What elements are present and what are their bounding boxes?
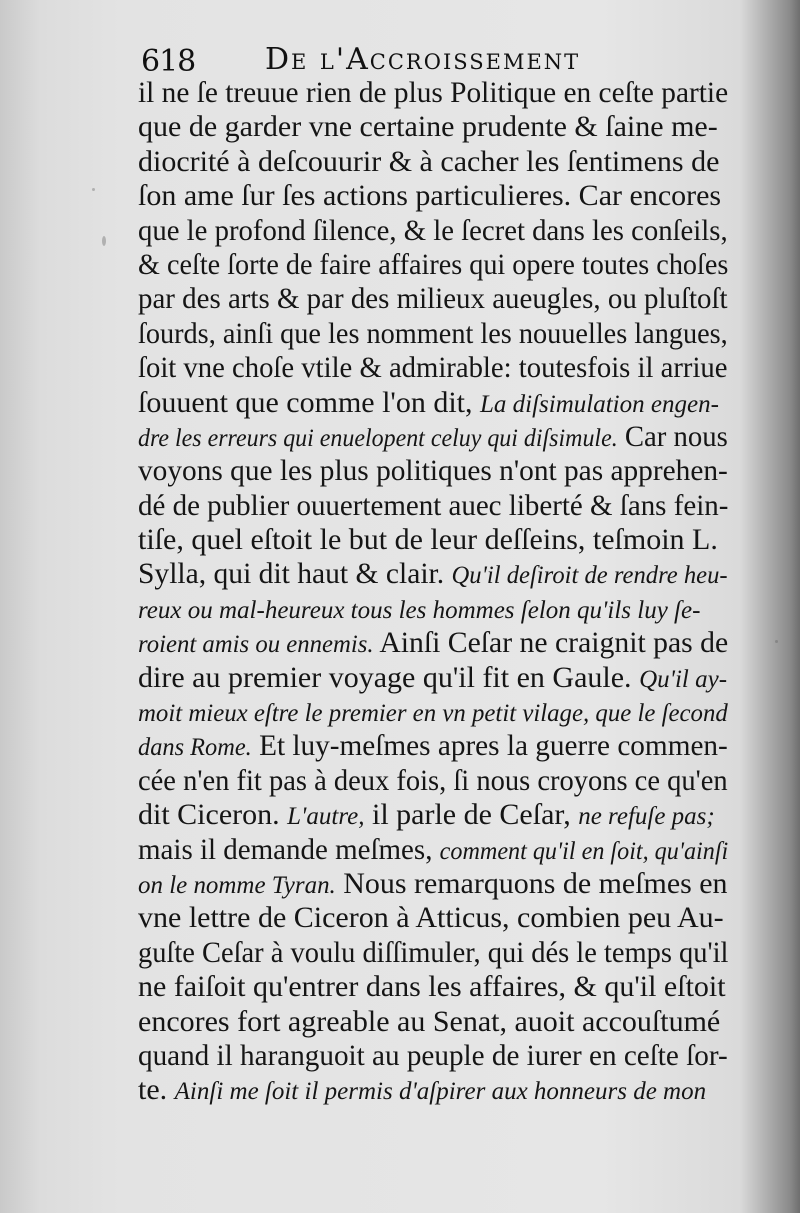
italic-text: comment qu'il en ſoit, qu'ainſi [439, 837, 729, 865]
text-line [138, 488, 729, 523]
roman-text: ſouuent que comme l'on dit, [138, 385, 481, 419]
italic-text: reux ou mal-heureux tous les hommes ſelon qu'ils luy ſe- [138, 596, 701, 624]
roman-text: & ceſte ſorte de faire affaires qui opere toutes choſes [138, 247, 729, 281]
page-number: 618 [141, 44, 196, 79]
text-line [138, 247, 729, 282]
running-title: De l'Accroissement [265, 42, 581, 77]
text-line [138, 661, 728, 695]
roman-text: Ainſi Ceſar ne craignit pas de [373, 626, 729, 660]
roman-text: Car nous [617, 419, 728, 453]
text-line [138, 454, 728, 488]
text-line [138, 386, 728, 420]
roman-text: mais il demande meſmes, [138, 832, 440, 866]
roman-text: dit Ciceron. [138, 798, 288, 832]
italic-text: La diſsimulation engen- [480, 390, 719, 418]
roman-text: que de garder vne certaine prudente & ſaine me- [138, 110, 718, 144]
text-line [138, 557, 728, 591]
text-line [138, 76, 729, 110]
text-line [138, 935, 729, 970]
roman-text: par des arts & par des milieux aueugles, ou pluſtoſt [138, 282, 728, 316]
italic-text: roient amis ou ennemis. [138, 631, 374, 659]
text-line [138, 419, 728, 454]
roman-text: Sylla, qui dit haut & clair. [138, 557, 452, 591]
roman-text: quand il haranguoit au peuple de iurer en ceſte ſor- [138, 1038, 728, 1072]
text-line [138, 626, 729, 660]
roman-text: il ne ſe treuue rien de plus Politique en ceſte partie [138, 76, 729, 109]
roman-text: cée n'en fit pas à deux fois, ſi nous croyons ce qu'en [138, 763, 728, 797]
italic-text: dre les erreurs qui enuelopent celuy qui diſsimule. [138, 424, 618, 452]
text-line [138, 213, 728, 248]
roman-text: dire au premier voyage qu'il fit en Gaule. [138, 660, 640, 694]
italic-text: dans Rome. [138, 734, 252, 762]
italic-text: Qu'il deſiroit de rendre heu- [451, 562, 728, 590]
roman-text: voyons que les plus politiques n'ont pas apprehen- [138, 454, 728, 488]
text-line [138, 1038, 728, 1073]
text-line [138, 763, 728, 798]
text-line [138, 145, 728, 179]
text-line [138, 179, 728, 213]
text-line [138, 351, 728, 385]
paper-speck [92, 188, 95, 191]
roman-text: vne lettre de Ciceron à Atticus, combien peu Au- [138, 901, 724, 935]
paper-speck [102, 236, 106, 246]
roman-text: guſte Ceſar à voulu diſſimuler, qui dés le temps qu'il [138, 935, 729, 969]
roman-text: tiſe, quel eſtoit le but de leur deſſeins, teſmoin L. [138, 523, 718, 557]
body-text [138, 76, 728, 1108]
paper-speck [775, 640, 778, 643]
roman-text: ne faiſoit qu'entrer dans les affaires, & qu'il eſtoit [138, 970, 726, 1004]
text-line [138, 316, 728, 351]
roman-text: il parle de Ceſar, [364, 798, 579, 832]
italic-text: ne refuſe pas; [578, 803, 715, 831]
running-head [135, 40, 735, 80]
roman-text: ſoit vne choſe vtile & admirable: toutesfois il arriue [138, 351, 728, 385]
roman-text: ſourds, ainſi que les nomment les nouuelles langues, [138, 316, 728, 350]
text-line [138, 798, 728, 832]
text-line [138, 695, 728, 729]
text-line [138, 282, 728, 316]
roman-text: diocrité à deſcouurir & à cacher les ſentimens de [138, 144, 720, 178]
italic-text: on le nomme Tyran. [138, 871, 336, 899]
italic-text: Ainſi me ſoit il permis d'aſpirer aux honneurs de mon [174, 1078, 707, 1106]
roman-text: encores fort agreable au Senat, auoit accouſtumé [138, 1004, 721, 1038]
text-line [138, 110, 728, 144]
italic-text: moit mieux eſtre le premier en vn petit vilage, que le ſecond [138, 700, 728, 728]
roman-text: ſon ame ſur ſes actions particulieres. Car encores [138, 179, 722, 213]
text-line [138, 832, 729, 867]
roman-text: te. [138, 1073, 175, 1107]
text-line [138, 729, 728, 763]
text-line [138, 1005, 728, 1039]
roman-text: Et luy-meſmes apres la guerre commen- [251, 729, 728, 763]
text-line [138, 1073, 728, 1107]
roman-text: dé de publier ouuertement auec liberté & ſans fein- [138, 488, 729, 522]
text-line [138, 901, 728, 935]
italic-text: Qu'il ay- [639, 665, 728, 693]
text-line [138, 867, 727, 901]
roman-text: Nous remarquons de meſmes en [335, 866, 728, 900]
text-line [138, 970, 728, 1004]
text-line [138, 523, 728, 557]
roman-text: que le profond ſilence, & le ſecret dans les conſeils, [138, 213, 728, 247]
text-line [138, 592, 728, 626]
italic-text: L'autre, [287, 803, 365, 831]
